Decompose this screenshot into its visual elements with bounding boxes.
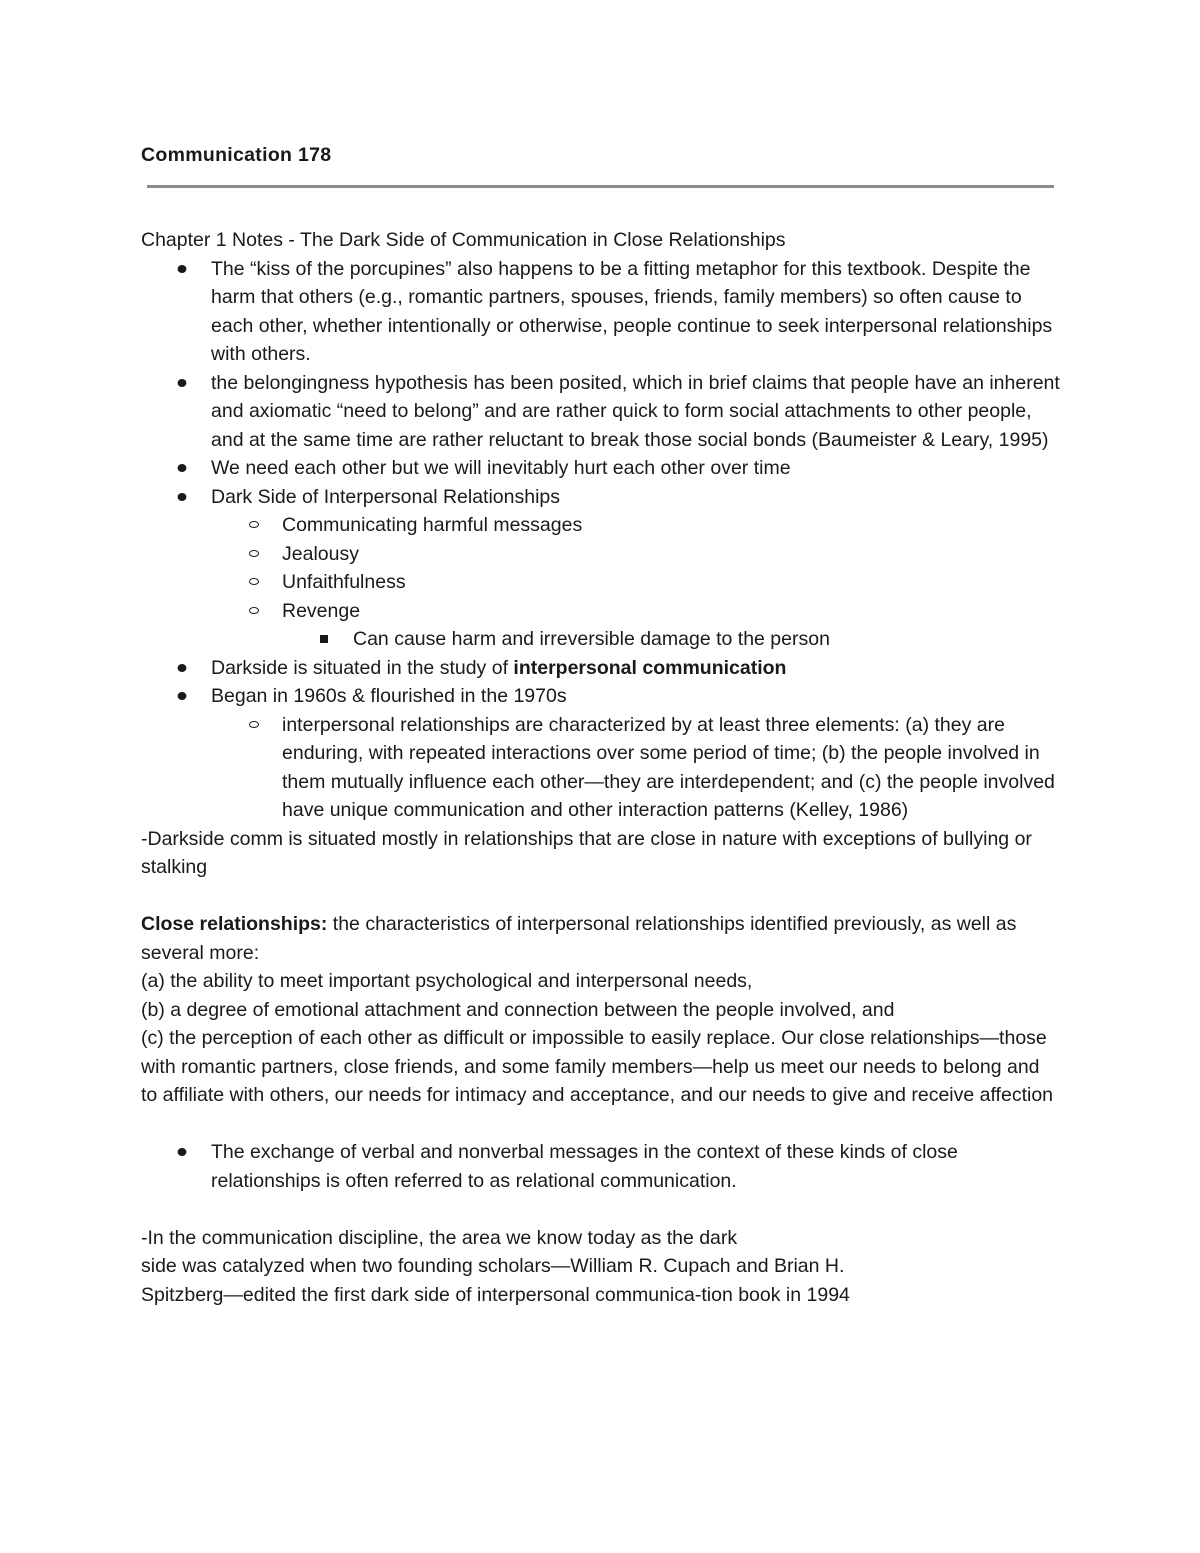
spacer <box>141 1110 1061 1139</box>
bullet-circle-icon <box>249 578 259 585</box>
bullet-dot-icon <box>178 265 187 273</box>
revenge-sublist <box>282 625 1061 654</box>
page-title: Communication 178 <box>141 144 332 166</box>
list-item <box>211 255 1061 369</box>
sublist-item <box>282 511 1061 540</box>
exchange-bullet-list <box>141 1138 1061 1195</box>
bullet-circle-icon <box>249 607 259 614</box>
discipline-line-1: -In the communication discipline, the area we know today as the dark <box>141 1226 738 1249</box>
discipline-line-2: side was catalyzed when two founding scholars—William R. Cupach and Brian H. <box>141 1255 845 1277</box>
main-bullet-list <box>141 255 1061 825</box>
bullet-dot-icon <box>178 464 187 472</box>
bullet-circle-icon <box>249 550 259 557</box>
bullet-text-belongingness: the belongingness hypothesis has been posited, which in brief claims that people have an inherent and axiomatic “need to belong” and are rather quick to form social attachments to other people, and at the same time are rather reluctant to break those social bonds (Baumeister & Leary, 1995) <box>211 371 1060 451</box>
list-item <box>211 483 1061 654</box>
sublist-text: interpersonal relationships are characterized by at least three elements: (a) they are enduring, with repeated interactions over some period of time; (b) the people involved in them mutually influence each other—they are interdependent; and (c) the people involved have unique communication and other interaction patterns (Kelley, 1986) <box>282 713 1055 821</box>
bullet-text-dark-side: Dark Side of Interpersonal Relationships <box>211 485 561 508</box>
bullet-text-darkside-prefix: Darkside is situated in the study of <box>211 656 514 679</box>
list-item <box>211 1138 1061 1195</box>
bullet-square-icon <box>320 635 328 643</box>
spacer <box>141 1195 1061 1224</box>
bullet-dot-icon <box>178 493 187 501</box>
sublist-item <box>282 711 1061 825</box>
sublist-text: Communicating harmful messages <box>282 514 583 536</box>
close-relationships-intro: the characteristics of interpersonal relationships identified previously, as well as several more: <box>141 913 1017 964</box>
list-item <box>211 369 1061 455</box>
sub-sublist-item <box>353 625 1061 654</box>
bullet-text-began: Began in 1960s & flourished in the 1970s <box>211 685 567 707</box>
began-sublist <box>211 711 1061 825</box>
close-relationships-c: (c) the perception of each other as difficult or impossible to easily replace. Our close relationships—those with romantic partners, close friends, and some family members—help us meet our needs to belong and to affiliate with others, our needs for intimacy and acceptance, and our needs to give and receive affection <box>141 1027 1054 1106</box>
dark-side-sublist <box>211 511 1061 654</box>
list-item <box>211 454 1061 483</box>
bullet-dot-icon <box>178 379 187 387</box>
sublist-text: Unfaithfulness <box>282 571 406 593</box>
bullet-text-need: We need each other but we will inevitably hurt each other over time <box>211 457 791 479</box>
document-page <box>141 141 1061 1309</box>
sublist-item <box>282 568 1061 597</box>
close-relationships-paragraph <box>141 910 1061 967</box>
horizontal-rule <box>147 185 1054 188</box>
discipline-line-3: Spitzberg—edited the first dark side of interpersonal communica-tion book in 1994 <box>141 1283 850 1306</box>
bullet-circle-icon <box>249 721 259 728</box>
spacer <box>141 882 1061 911</box>
close-relationships-label: Close relationships: <box>141 913 328 935</box>
list-item <box>211 654 1061 683</box>
sublist-text: Revenge <box>282 599 361 622</box>
sublist-item <box>282 540 1061 569</box>
bullet-dot-icon <box>178 692 187 700</box>
bullet-dot-icon <box>178 1148 187 1156</box>
sublist-text: Jealousy <box>282 542 359 565</box>
bullet-text-exchange: The exchange of verbal and nonverbal messages in the context of these kinds of close relationships is often referred to as relational communication. <box>211 1141 958 1192</box>
close-relationships-a: (a) the ability to meet important psychological and interpersonal needs, <box>141 970 753 992</box>
bullet-text-darkside-bold: interpersonal communication <box>513 656 787 679</box>
close-relationships-b: (b) a degree of emotional attachment and connection between the people involved, and <box>141 998 895 1021</box>
darkside-comm-paragraph: -Darkside comm is situated mostly in relationships that are close in nature with exceptions of bullying or stalking <box>141 827 1032 878</box>
bullet-dot-icon <box>178 664 187 672</box>
chapter-heading: Chapter 1 Notes - The Dark Side of Communication in Close Relationships <box>141 229 786 251</box>
bullet-circle-icon <box>249 521 259 528</box>
sub-sublist-text: Can cause harm and irreversible damage to the person <box>353 628 830 650</box>
bullet-text-kiss: The “kiss of the porcupines” also happens to be a fitting metaphor for this textbook. Despite the harm that others (e.g., romantic partners, spouses, friends, family members) so often cause to each other, whether intentionally or otherwise, people continue to seek interpersonal relationships with others. <box>211 257 1053 365</box>
sublist-item <box>282 597 1061 654</box>
list-item <box>211 682 1061 825</box>
